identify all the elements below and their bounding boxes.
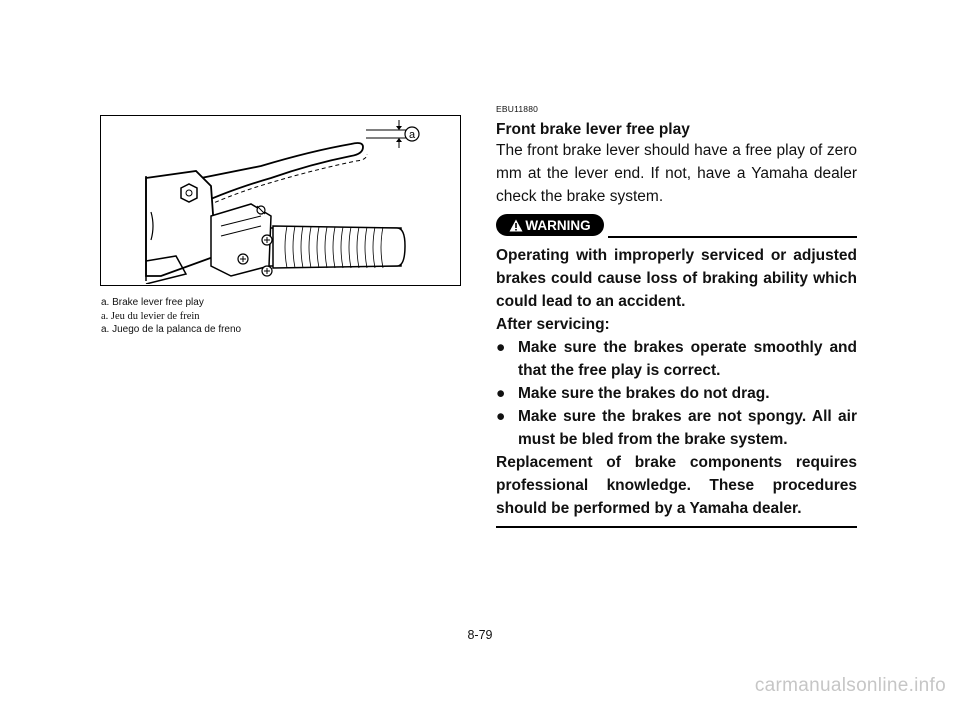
- bullet-text: Make sure the brakes are not spongy. All air must be bled from the brake system.: [518, 408, 857, 448]
- bullet-icon: ●: [496, 408, 506, 425]
- figure-captions: [101, 296, 461, 337]
- warning-bullet: [496, 382, 857, 405]
- section-code: EBU11880: [496, 104, 539, 114]
- brake-lever-drawing: [101, 116, 459, 284]
- warning-badge: [496, 214, 604, 236]
- warning-statement: Operating with improperly serviced or adjusted brakes could cause loss of braking ability which could lead to an accident.: [496, 247, 857, 310]
- warning-closing: Replacement of brake components requires professional knowledge. These procedures should be performed by a Yamaha dealer.: [496, 454, 857, 517]
- warning-bullet: [496, 405, 857, 451]
- bullet-icon: ●: [496, 339, 506, 356]
- caption-english: a. Brake lever free play: [101, 297, 204, 308]
- bullet-text: Make sure the brakes operate smoothly and that the free play is correct.: [518, 339, 857, 379]
- caption-spanish: a. Juego de la palanca de freno: [101, 324, 242, 335]
- section-body: The front brake lever should have a free play of zero mm at the lever end. If not, have a Yamaha dealer check the brake system.: [496, 142, 857, 205]
- after-servicing-heading: After servicing:: [496, 316, 610, 333]
- page-number: 8-79: [467, 628, 493, 642]
- warning-triangle-icon: [509, 219, 523, 232]
- caption-french: a. Jeu du levier de frein: [101, 310, 200, 322]
- bullet-icon: ●: [496, 385, 506, 402]
- warning-rule: [608, 236, 857, 238]
- warning-header: [496, 210, 857, 240]
- warning-bullet: [496, 336, 857, 382]
- watermark: carmanualsonline.info: [754, 675, 946, 696]
- bullet-text: Make sure the brakes do not drag.: [518, 385, 770, 402]
- text-column: [496, 100, 857, 528]
- callout-label: a: [408, 129, 416, 141]
- warning-label: WARNING: [525, 217, 591, 233]
- section-title: Front brake lever free play: [496, 121, 690, 138]
- brake-lever-illustration: [100, 115, 461, 286]
- warning-end-rule: [496, 526, 857, 528]
